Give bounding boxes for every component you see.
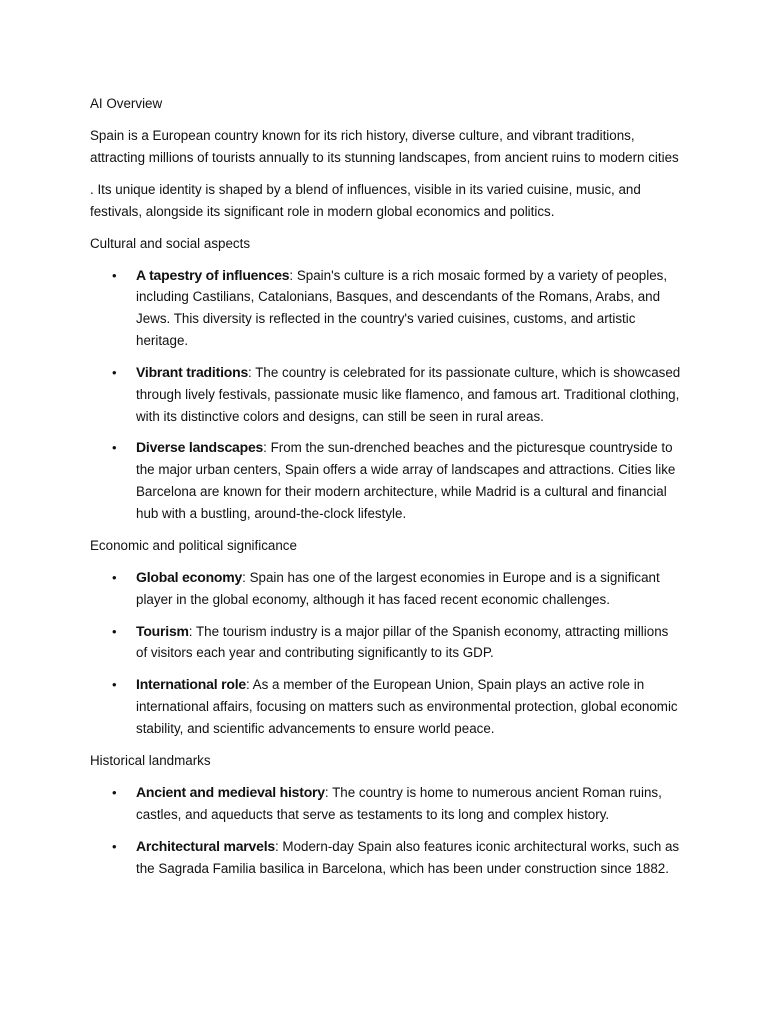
- bullet-icon: •: [112, 623, 117, 639]
- item-term: Ancient and medieval history: [136, 783, 325, 800]
- item-text: : Modern-day Spain also features iconic architectural works, such as the Sagrada Familia basilica in Barcelona, which has been under construction since 1882.: [136, 838, 680, 876]
- bullet-icon: •: [112, 440, 117, 456]
- bullet-icon: •: [112, 784, 117, 800]
- bullet-icon: •: [112, 364, 117, 380]
- item-text: : Spain has one of the largest economies in Europe and is a significant player in the global economy, although it has faced recent economic challenges.: [136, 569, 660, 607]
- item-text: : The country is celebrated for its passionate culture, which is showcased through lively festivals, passionate music like flamenco, and famous art. Traditional clothing, with its distinctive colors and designs, can still be seen in rural areas.: [136, 364, 681, 424]
- list-item: [90, 437, 682, 524]
- list-item: [90, 362, 682, 427]
- item-text: : From the sun-drenched beaches and the picturesque countryside to the major urban centers, Spain offers a wide array of landscapes and attractions. Cities like Barcelona are known for their modern architecture, while Madrid is a cultural and financial hub with a bustling, around-the-clock lifestyle.: [136, 440, 676, 521]
- intro-paragraph: Spain is a European country known for its rich history, diverse culture, and vibrant traditions, attracting millions of tourists annually to its stunning landscapes, from ancient ruins to modern cities: [90, 127, 679, 165]
- list-item: [90, 674, 682, 739]
- bullet-icon: •: [112, 569, 117, 585]
- section-heading: Cultural and social aspects: [90, 235, 251, 251]
- bullet-icon: •: [112, 677, 117, 693]
- bullet-icon: •: [112, 838, 117, 854]
- item-text: : As a member of the European Union, Spain plays an active role in international affairs, focusing on matters such as environmental protection, global economic stability, and scientific advancements to ensure world peace.: [136, 677, 678, 736]
- item-term: Architectural marvels: [136, 837, 275, 854]
- item-term: Tourism: [136, 622, 189, 639]
- item-term: A tapestry of influences: [136, 266, 290, 283]
- section-heading: Historical landmarks: [90, 752, 211, 768]
- document-title: AI Overview: [90, 96, 163, 111]
- list-item: [90, 265, 682, 352]
- section-heading: Economic and political significance: [90, 537, 297, 553]
- item-text: : The country is home to numerous ancient Roman ruins, castles, and aqueducts that serve as testaments to its long and complex history.: [136, 784, 662, 822]
- list-item: [90, 621, 682, 665]
- bullet-list: [90, 782, 682, 879]
- list-item: [90, 836, 682, 880]
- list-item: [90, 567, 682, 611]
- item-text: : Spain's culture is a rich mosaic formed by a variety of peoples, including Castilians, Catalonians, Basques, and descendants of the Romans, Arabs, and Jews. This diversity is reflected in the country's varied cuisines, customs, and artistic heritage.: [136, 267, 668, 348]
- item-term: International role: [136, 676, 246, 693]
- document-page: [90, 93, 682, 890]
- item-term: Diverse landscapes: [136, 439, 264, 456]
- bullet-list: [90, 265, 682, 525]
- item-text: : The tourism industry is a major pillar of the Spanish economy, attracting millions of visitors each year and contributing significantly to its GDP.: [136, 623, 669, 661]
- list-item: [90, 782, 682, 826]
- item-term: Global economy: [136, 568, 243, 585]
- intro-paragraph: . Its unique identity is shaped by a blend of influences, visible in its varied cuisine, music, and festivals, alongside its significant role in modern global economics and politics.: [90, 181, 641, 219]
- bullet-list: [90, 567, 682, 740]
- item-term: Vibrant traditions: [136, 363, 249, 380]
- bullet-icon: •: [112, 267, 117, 283]
